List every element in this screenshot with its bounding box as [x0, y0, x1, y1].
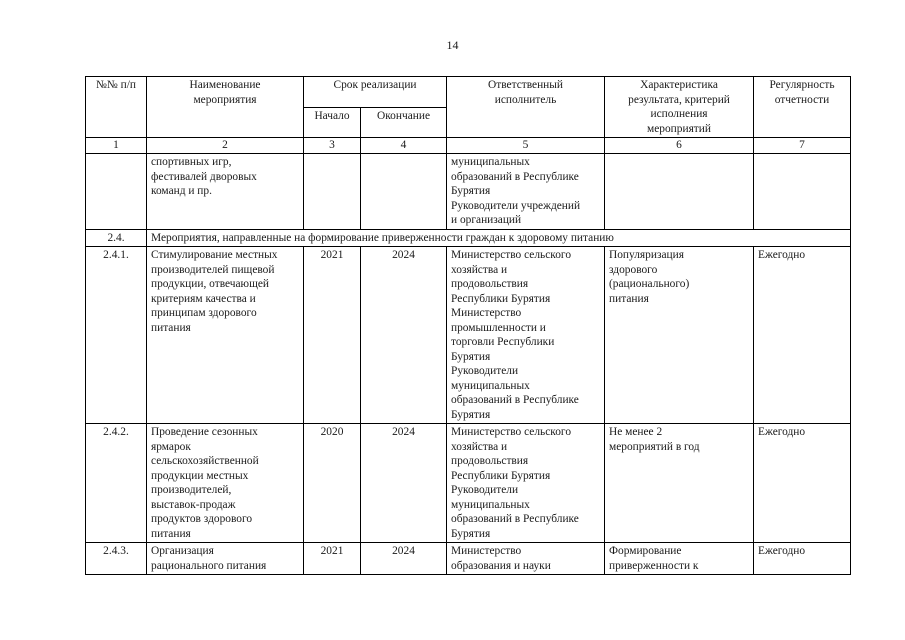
row-result: Популяризация здорового (рационального) питания: [605, 247, 754, 424]
row-num: 2.4.3.: [86, 543, 147, 575]
header-end: Окончание: [361, 107, 447, 138]
section-title: Мероприятия, направленные на формирование приверженности граждан к здоровому питанию: [147, 229, 851, 247]
column-number: 1: [86, 138, 147, 154]
row-responsible: Министерство сельского хозяйства и продовольствия Республики Бурятия Руководители муниципальных образований в Республике Бурятия: [447, 424, 605, 543]
row-regularity: Ежегодно: [754, 424, 851, 543]
continuation-name: спортивных игр, фестивалей дворовых команд и пр.: [147, 154, 304, 230]
column-number: 4: [361, 138, 447, 154]
row-start: 2021: [304, 543, 361, 575]
continuation-responsible: муниципальных образований в Республике Бурятия Руководители учреждений и организаций: [447, 154, 605, 230]
row-start: 2020: [304, 424, 361, 543]
column-number: 6: [605, 138, 754, 154]
table-row: [86, 543, 851, 575]
row-responsible: Министерство образования и науки: [447, 543, 605, 575]
header-regularity: Регулярность отчетности: [754, 77, 851, 138]
section-num: 2.4.: [86, 229, 147, 247]
column-number: 7: [754, 138, 851, 154]
continuation-row: [86, 154, 851, 230]
row-end: 2024: [361, 247, 447, 424]
header-num: №№ п/п: [86, 77, 147, 138]
column-number-row: [86, 138, 851, 154]
header-responsible: Ответственный исполнитель: [447, 77, 605, 138]
column-number: 3: [304, 138, 361, 154]
row-start: 2021: [304, 247, 361, 424]
row-end: 2024: [361, 424, 447, 543]
row-regularity: Ежегодно: [754, 543, 851, 575]
row-result: Формирование приверженности к: [605, 543, 754, 575]
row-name: Организация рационального питания: [147, 543, 304, 575]
header-period: Срок реализации: [304, 77, 447, 108]
header-row: [86, 77, 851, 108]
header-result: Характеристика результата, критерий исполнения мероприятий: [605, 77, 754, 138]
activities-table: [85, 76, 851, 575]
row-result: Не менее 2 мероприятий в год: [605, 424, 754, 543]
row-end: 2024: [361, 543, 447, 575]
table-row: [86, 247, 851, 424]
row-name: Проведение сезонных ярмарок сельскохозяйственной продукции местных производителей, выставок-продаж продуктов здорового питания: [147, 424, 304, 543]
section-row: [86, 229, 851, 247]
row-num: 2.4.2.: [86, 424, 147, 543]
row-name: Стимулирование местных производителей пищевой продукции, отвечающей критериям качества и принципам здорового питания: [147, 247, 304, 424]
header-start: Начало: [304, 107, 361, 138]
column-number: 5: [447, 138, 605, 154]
table-row: [86, 424, 851, 543]
column-number: 2: [147, 138, 304, 154]
page-number: 14: [446, 38, 459, 52]
row-responsible: Министерство сельского хозяйства и продовольствия Республики Бурятия Министерство промышленности и торговли Республики Бурятия Руководители муниципальных образований в Республике Бурятия: [447, 247, 605, 424]
row-regularity: Ежегодно: [754, 247, 851, 424]
header-name: Наименование мероприятия: [147, 77, 304, 138]
row-num: 2.4.1.: [86, 247, 147, 424]
